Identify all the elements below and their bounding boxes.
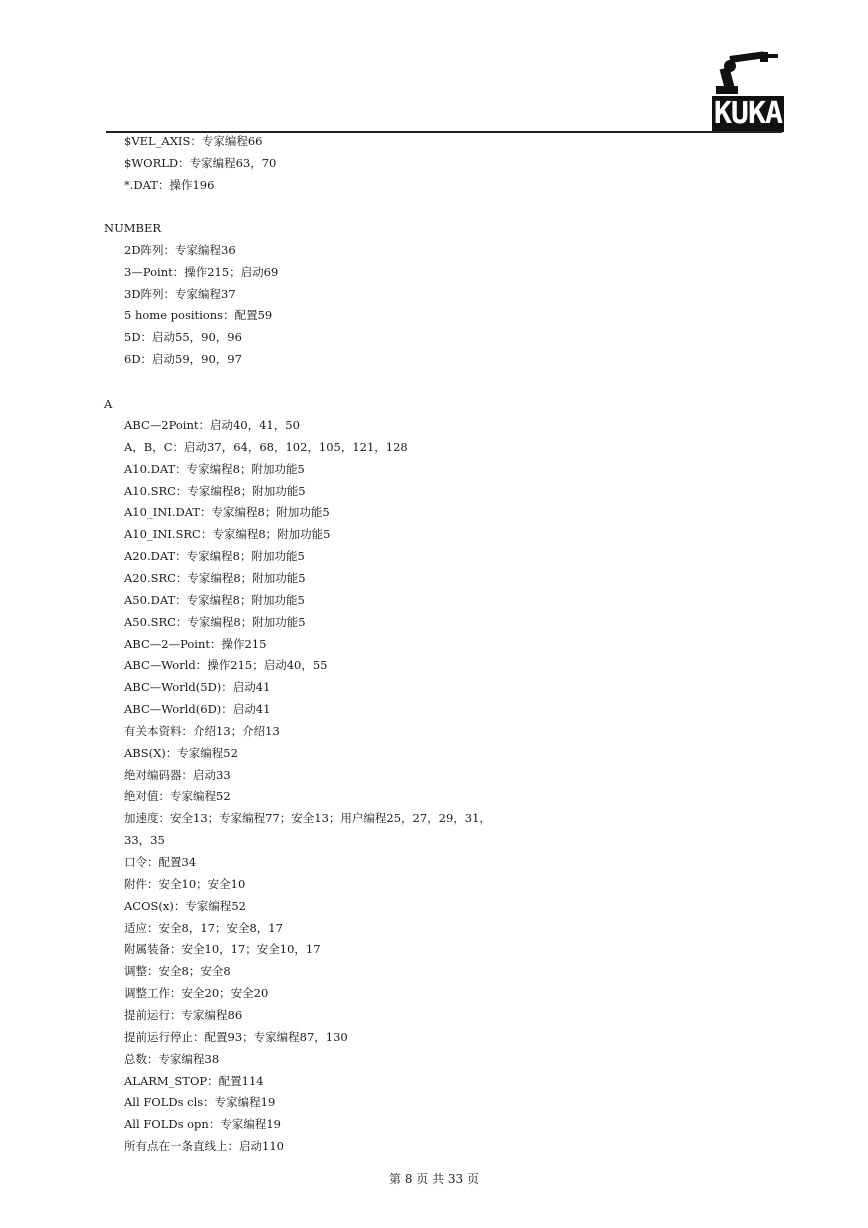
index-entry: 提前运行停止：配置93；专家编程87，130 (124, 1029, 348, 1044)
index-entry: 6D：启动59，90，97 (124, 352, 242, 367)
index-entry: 5 home positions：配置59 (124, 308, 273, 323)
index-entry: 绝对值：专家编程52 (124, 789, 231, 804)
index-entry: $WORLD：专家编程63，70 (124, 155, 277, 170)
index-entry: 适应：安全8，17；安全8，17 (124, 920, 283, 935)
index-entry: ABC—World：操作215；启动40，55 (124, 658, 328, 673)
index-entry: All FOLDs cls：专家编程19 (124, 1095, 276, 1110)
index-entry: 3—Point：操作215；启动69 (124, 264, 279, 279)
index-entry: A10_INI.DAT：专家编程8；附加功能5 (124, 505, 330, 520)
index-entry: 调整：安全8；安全8 (124, 964, 231, 979)
robot-arm-icon (712, 50, 784, 98)
index-entry: 附件：安全10；安全10 (124, 876, 246, 891)
index-entry: A50.DAT：专家编程8；附加功能5 (124, 592, 305, 607)
index-entry: A20.DAT：专家编程8；附加功能5 (124, 549, 305, 564)
index-entry: 3D阵列：专家编程37 (124, 286, 236, 301)
index-entry: A10.SRC：专家编程8；附加功能5 (124, 483, 306, 498)
index-entry: 5D：启动55，90，96 (124, 330, 242, 345)
index-entry: 调整工作：安全20；安全20 (124, 986, 269, 1001)
index-entry: *.DAT：操作196 (124, 177, 215, 192)
index-entry: ABC—World(6D)：启动41 (124, 702, 271, 717)
page-footer: 第 8 页 共 33 页 (389, 1172, 479, 1186)
header-divider (106, 131, 782, 133)
index-entry: A50.SRC：专家编程8；附加功能5 (124, 614, 306, 629)
index-entry: 提前运行：专家编程86 (124, 1007, 243, 1022)
index-entry: ABC—2Point：启动40，41，50 (124, 418, 300, 432)
index-entry: 总数：专家编程38 (124, 1051, 220, 1066)
index-entry: ABC—2—Point：操作215 (124, 636, 267, 651)
index-entry: 绝对编码器：启动33 (124, 767, 231, 782)
index-entry: 附属装备：安全10，17；安全10，17 (124, 942, 321, 957)
index-entry: 口令：配置34 (124, 855, 197, 869)
index-entry: A10_INI.SRC：专家编程8；附加功能5 (124, 527, 331, 542)
index-entry: All FOLDs opn：专家编程19 (124, 1117, 281, 1132)
index-entry: ALARM_STOP：配置114 (124, 1073, 264, 1088)
index-entry: A20.SRC：专家编程8；附加功能5 (124, 570, 306, 585)
logo-wordmark: KUKA (713, 96, 783, 131)
section-heading-a: A (104, 397, 113, 411)
index-entry: ABC—World(5D)：启动41 (124, 680, 271, 695)
index-entry: ACOS(x)：专家编程52 (124, 898, 247, 913)
index-entry: A10.DAT：专家编程8；附加功能5 (124, 461, 305, 476)
section-heading-number: NUMBER (104, 221, 162, 235)
index-entry: 33，35 (124, 833, 165, 848)
index-entry: A，B，C：启动37，64，68，102，105，121，128 (124, 439, 408, 454)
index-entry: $VEL_AXIS：专家编程66 (124, 134, 263, 148)
kuka-logo (712, 50, 784, 132)
index-entry: ABS(X)：专家编程52 (124, 745, 238, 760)
index-entry: 有关本资料：介绍13；介绍13 (124, 723, 280, 738)
index-entry: 所有点在一条直线上：启动110 (124, 1139, 284, 1154)
index-entry: 2D阵列：专家编程36 (124, 242, 236, 257)
index-entry: 加速度：安全13；专家编程77；安全13；用户编程25，27，29，31， (124, 811, 491, 826)
